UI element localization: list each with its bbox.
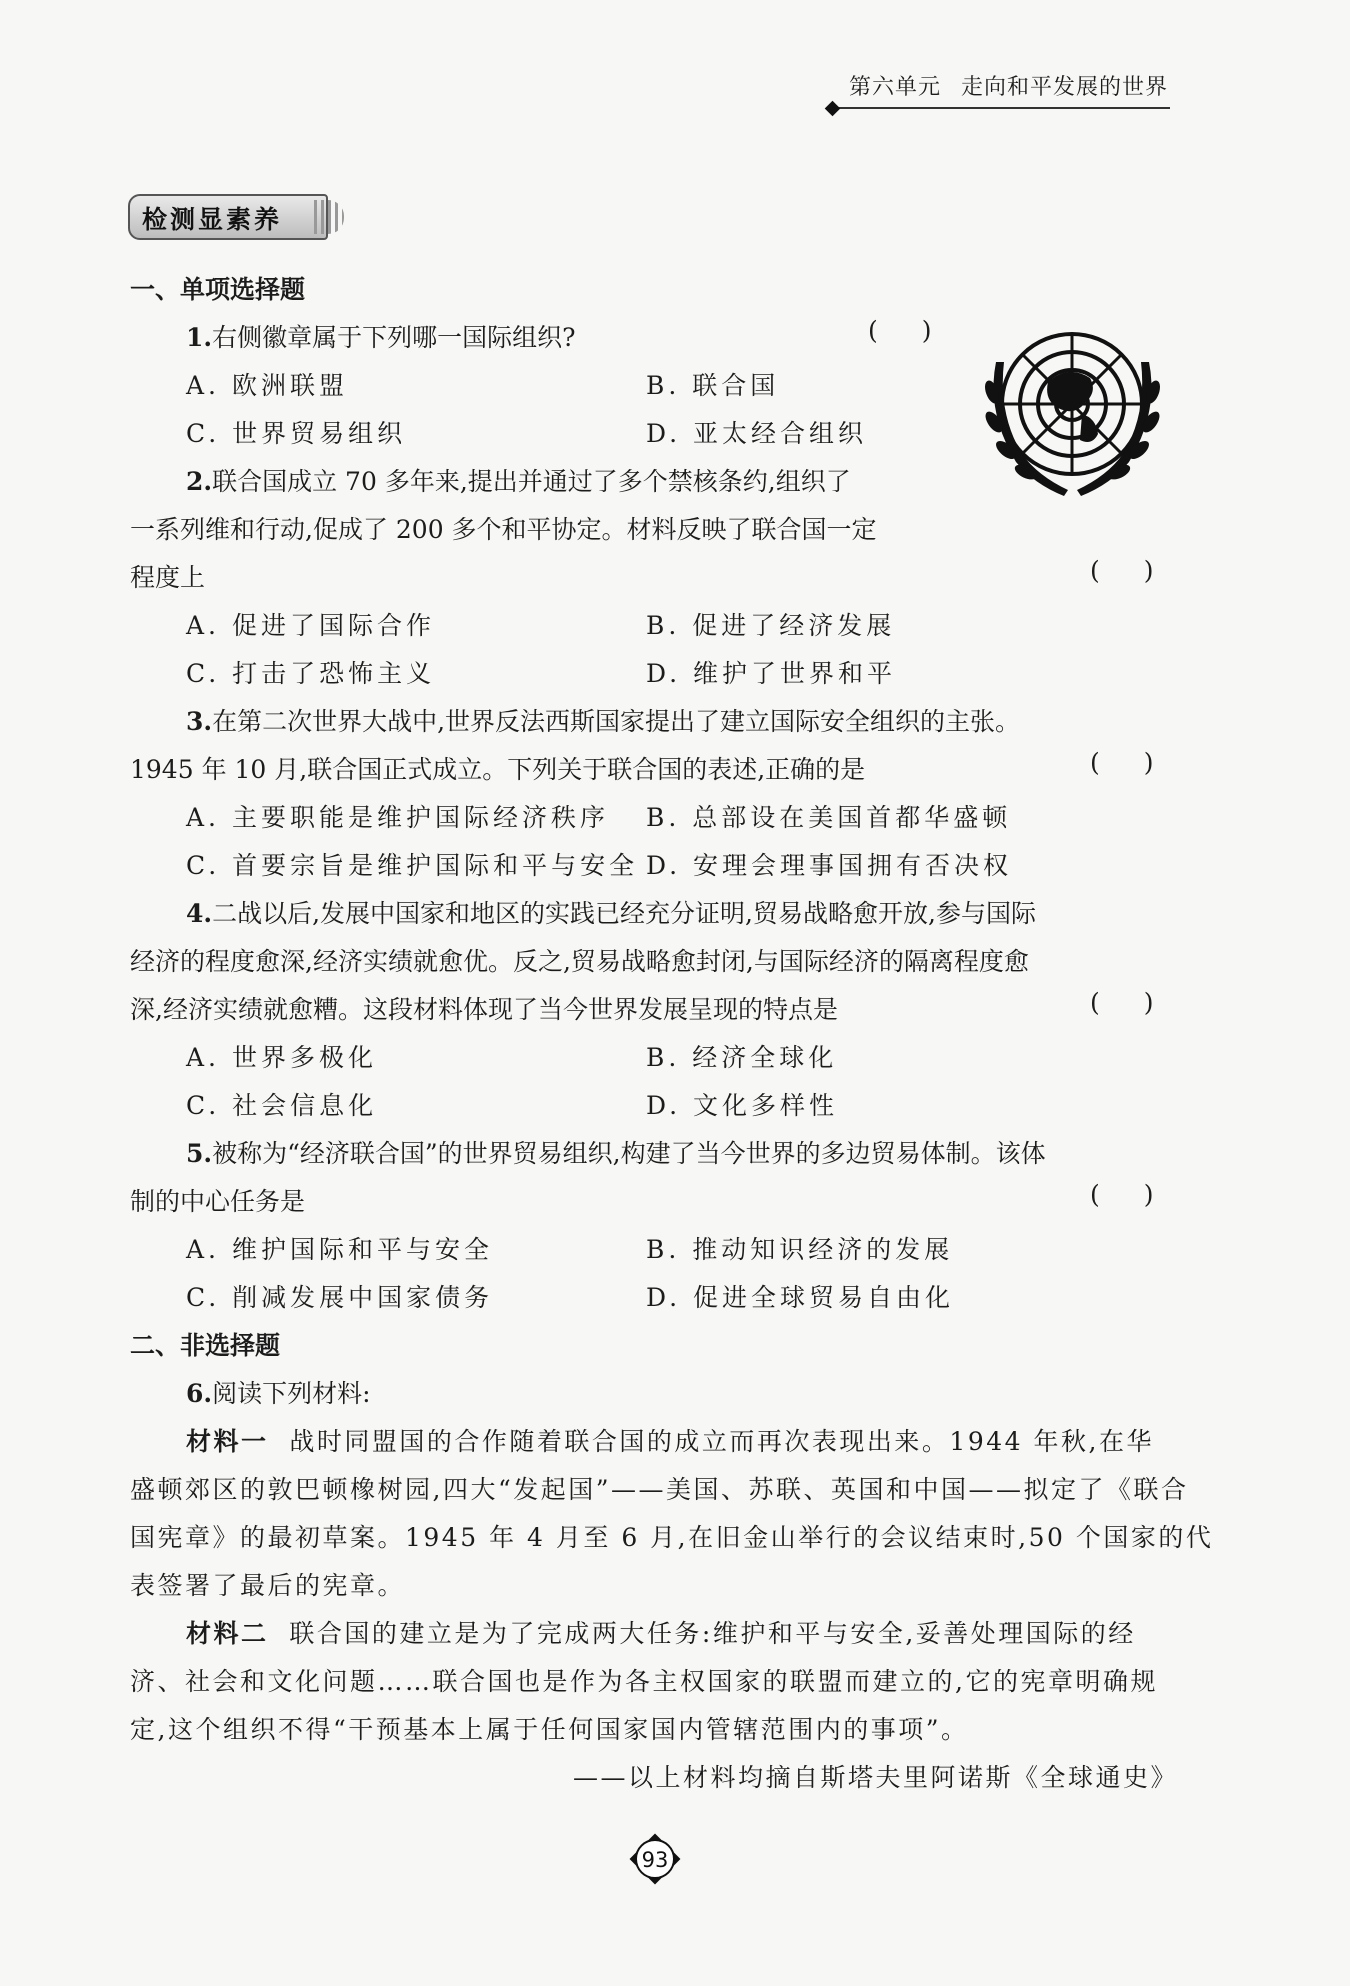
q2-stem-line3: 程度上 <box>130 563 206 592</box>
q4-answer-paren: ( ) <box>1090 988 1172 1017</box>
q4-option-b: B. 经济全球化 <box>646 1043 838 1072</box>
q4-stem-line1: 4.二战以后,发展中国家和地区的实践已经充分证明,贸易战略愈开放,参与国际 <box>186 899 1036 928</box>
page-header <box>829 70 1170 109</box>
q3-option-c: C. 首要宗旨是维护国际和平与安全 <box>186 851 639 880</box>
q5-stem-line2: 制的中心任务是 <box>130 1187 306 1216</box>
page-number: 93 <box>641 1848 669 1872</box>
q6-stem: 6.阅读下列材料: <box>186 1379 371 1408</box>
q3-answer-paren: ( ) <box>1090 748 1172 777</box>
material-1-line4: 表签署了最后的宪章。 <box>130 1571 406 1600</box>
section-heading-1: 一、单项选择题 <box>130 275 306 304</box>
material-2-line1: 材料二 联合国的建立是为了完成两大任务:维护和平与安全,妥善处理国际的经 <box>186 1619 1136 1648</box>
q3-option-a: A. 主要职能是维护国际经济秩序 <box>186 803 609 832</box>
material-1-label: 材料一 <box>186 1427 269 1456</box>
q2-option-c: C. 打击了恐怖主义 <box>186 659 436 688</box>
section-heading-2: 二、非选择题 <box>130 1331 281 1360</box>
material-2-line2: 济、社会和文化问题……联合国也是作为各主权国家的联盟而建立的,它的宪章明确规 <box>130 1667 1158 1696</box>
q5-answer-paren: ( ) <box>1090 1180 1172 1209</box>
q4-option-c: C. 社会信息化 <box>186 1091 378 1120</box>
q1-answer-paren: ( ) <box>868 316 950 345</box>
q2-option-a: A. 促进了国际合作 <box>186 611 435 640</box>
material-2-line3: 定,这个组织不得“干预基本上属于任何国家国内管辖范围内的事项”。 <box>130 1715 969 1744</box>
q1-stem: 1.右侧徽章属于下列哪一国际组织? <box>186 323 576 352</box>
q3-stem-line2: 1945 年 10 月,联合国正式成立。下列关于联合国的表述,正确的是 <box>130 755 866 784</box>
q4-option-d: D. 文化多样性 <box>646 1091 839 1120</box>
un-emblem-icon <box>970 322 1175 507</box>
header-unit: 第六单元 <box>848 75 941 100</box>
diamond-icon <box>825 101 841 117</box>
q4-stem-line3: 深,经济实绩就愈糟。这段材料体现了当今世界发展呈现的特点是 <box>130 995 838 1024</box>
q3-stem-line1: 3.在第二次世界大战中,世界反法西斯国家提出了建立国际安全组织的主张。 <box>186 707 1021 736</box>
q2-stem-line1: 2.联合国成立 70 多年来,提出并通过了多个禁核条约,组织了 <box>186 467 851 496</box>
q2-option-b: B. 促进了经济发展 <box>646 611 896 640</box>
q3-option-b: B. 总部设在美国首都华盛顿 <box>646 803 1012 832</box>
q1-option-b: B. 联合国 <box>646 371 780 400</box>
q2-option-d: D. 维护了世界和平 <box>646 659 897 688</box>
q5-stem-line1: 5.被称为“经济联合国”的世界贸易组织,构建了当今世界的多边贸易体制。该体 <box>186 1139 1046 1168</box>
q1-option-d: D. 亚太经合组织 <box>646 419 868 448</box>
q4-option-a: A. 世界多极化 <box>186 1043 377 1072</box>
q5-option-c: C. 削减发展中国家债务 <box>186 1283 494 1312</box>
q1-option-a: A. 欧洲联盟 <box>186 371 348 400</box>
q1-option-c: C. 世界贸易组织 <box>186 419 407 448</box>
page-number-badge <box>628 1832 682 1886</box>
material-source: ——以上材料均摘自斯塔夫里阿诺斯《全球通史》 <box>572 1763 1178 1792</box>
header-title: 走向和平发展的世界 <box>960 75 1168 100</box>
material-1-line3: 国宪章》的最初草案。1945 年 4 月至 6 月,在旧金山举行的会议结束时,50 个国家的代 <box>130 1523 1214 1552</box>
material-1-line1: 材料一 战时同盟国的合作随着联合国的成立而再次表现出来。1944 年秋,在华 <box>186 1427 1154 1456</box>
q3-option-d: D. 安理会理事国拥有否决权 <box>646 851 1013 880</box>
material-1-line2: 盛顿郊区的敦巴顿橡树园,四大“发起国”——美国、苏联、英国和中国——拟定了《联合 <box>130 1475 1189 1504</box>
q4-stem-line2: 经济的程度愈深,经济实绩就愈优。反之,贸易战略愈封闭,与国际经济的隔离程度愈 <box>130 947 1029 976</box>
q5-option-d: D. 促进全球贸易自由化 <box>646 1283 955 1312</box>
q2-answer-paren: ( ) <box>1090 556 1172 585</box>
material-2-label: 材料二 <box>186 1619 269 1648</box>
badge-label: 检测显素养 <box>142 205 283 234</box>
q5-option-a: A. 维护国际和平与安全 <box>186 1235 493 1264</box>
section-badge <box>128 194 338 242</box>
q2-stem-line2: 一系列维和行动,促成了 200 多个和平协定。材料反映了联合国一定 <box>130 515 877 544</box>
q5-option-b: B. 推动知识经济的发展 <box>646 1235 954 1264</box>
